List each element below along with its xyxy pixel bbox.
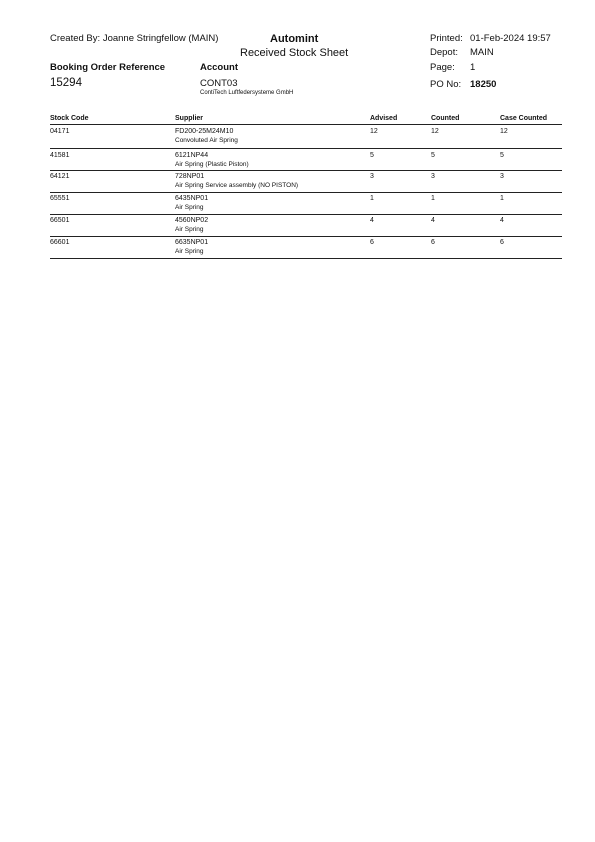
counted-qty: 6	[431, 239, 435, 246]
supplier-ref: 6121NP44	[175, 152, 209, 159]
account-code: CONT03	[200, 78, 238, 89]
advised-qty: 1	[370, 195, 374, 202]
supplier-ref: FD200-25M24M10	[175, 128, 234, 135]
row-divider	[50, 170, 562, 171]
case-counted-qty: 6	[500, 239, 504, 246]
counted-qty: 4	[431, 217, 435, 224]
item-description: Air Spring	[175, 226, 204, 233]
item-description: Air Spring Service assembly (NO PISTON)	[175, 182, 299, 189]
booking-order-label: Booking Order Reference	[50, 62, 166, 73]
column-header-advised: Advised	[370, 115, 398, 122]
created-by-value: Joanne Stringfellow (MAIN)	[102, 33, 219, 44]
case-counted-qty: 12	[500, 128, 508, 135]
supplier-ref: 4560NP02	[175, 217, 209, 224]
booking-order-value: 15294	[50, 77, 82, 89]
item-description: Air Spring	[175, 204, 204, 211]
case-counted-qty: 4	[500, 217, 504, 224]
advised-qty: 4	[370, 217, 374, 224]
row-divider	[50, 148, 562, 149]
stock-code: 04171	[50, 128, 70, 135]
depot-value: MAIN	[470, 47, 494, 58]
counted-qty: 1	[431, 195, 435, 202]
company-name: Automint	[270, 33, 319, 45]
stock-code: 64121	[50, 173, 70, 180]
advised-qty: 6	[370, 239, 374, 246]
table-row	[0, 128, 595, 150]
report-title: Received Stock Sheet	[240, 47, 349, 59]
depot-label: Depot:	[430, 47, 458, 58]
row-divider	[50, 214, 562, 215]
column-header-case-counted: Case Counted	[500, 115, 548, 122]
supplier-ref: 728NP01	[175, 173, 205, 180]
page-number: 1	[470, 62, 476, 73]
stock-code: 66501	[50, 217, 70, 224]
advised-qty: 5	[370, 152, 374, 159]
printed-label: Printed:	[430, 33, 463, 44]
created-by-label: Created By:	[50, 33, 101, 44]
po-label: PO No:	[430, 79, 462, 90]
counted-qty: 12	[431, 128, 439, 135]
header-divider	[50, 124, 562, 125]
row-divider	[50, 236, 562, 237]
case-counted-qty: 5	[500, 152, 504, 159]
advised-qty: 3	[370, 173, 374, 180]
account-label: Account	[200, 62, 238, 73]
item-description: Air Spring	[175, 248, 204, 255]
row-divider	[50, 258, 562, 259]
account-name: ContiTech Luftfedersysteme GmbH	[200, 90, 294, 96]
item-description: Air Spring (Plastic Piston)	[175, 161, 249, 168]
case-counted-qty: 1	[500, 195, 504, 202]
advised-qty: 12	[370, 128, 378, 135]
printed-value: 01-Feb-2024 19:57	[470, 33, 551, 44]
stock-code: 66601	[50, 239, 70, 246]
counted-qty: 5	[431, 152, 435, 159]
column-header-stock-code: Stock Code	[50, 115, 89, 122]
case-counted-qty: 3	[500, 173, 504, 180]
column-header-supplier: Supplier	[175, 115, 204, 122]
item-description: Convoluted Air Spring	[175, 137, 238, 144]
created-by	[50, 33, 218, 44]
supplier-ref: 6635NP01	[175, 239, 209, 246]
supplier-ref: 6435NP01	[175, 195, 209, 202]
row-divider	[50, 192, 562, 193]
stock-code: 65551	[50, 195, 70, 202]
counted-qty: 3	[431, 173, 435, 180]
stock-code: 41581	[50, 152, 70, 159]
column-header-counted: Counted	[431, 115, 460, 122]
page-label: Page:	[430, 62, 455, 73]
po-number: 18250	[470, 79, 497, 90]
